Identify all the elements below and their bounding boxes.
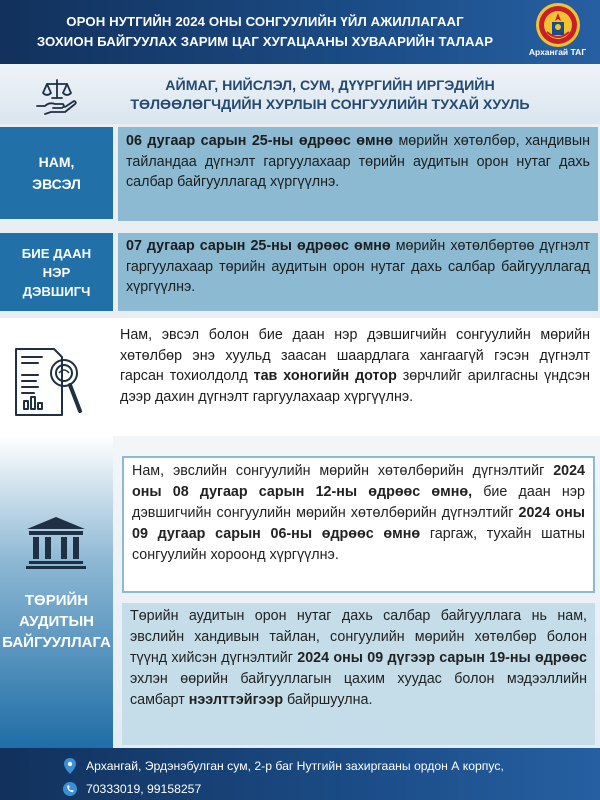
independent-label <box>0 233 113 311</box>
publish-text-1: Төрийн аудитын орон нутаг дахь салбар байгууллага нь нам, эвслийн хандивын тайлан, сонгуулийн мөрийн хөтөлбөр болон түүнд хийсэн дүгнэлтийг <box>130 608 587 666</box>
footer-address: Архангай, Эрдэнэбулган сум, 2-р баг Нутгийн захиргааны ордон А корпус, <box>86 759 504 773</box>
law-title-line1: АЙМАГ, НИЙСЛЭЛ, СУМ, ДҮҮРГИЙН ИРГЭДИЙН <box>165 78 495 94</box>
party-label-line2: ЭВСЭЛ <box>32 176 81 192</box>
independent-label-box <box>0 233 113 311</box>
publish-openly: нээлттэйгээр <box>188 692 284 708</box>
independent-label-line1: БИЕ ДААН <box>21 245 92 261</box>
phone-icon <box>63 781 77 797</box>
page-title-line2: ЗОХИОН БАЙГУУЛАХ ЗАРИМ ЦАГ ХУГАЦААНЫ ХУВААРИЙН ТАЛААР <box>36 34 494 49</box>
party-deadline-text: мөрийн хөтөлбөр, хандивын тайландаа дүгнэлт гаргуулахаар төрийн аудитын орон нутаг дахь салбар байгууллагад хүргүүлнэ. <box>126 133 591 190</box>
law-title-line2: ТӨЛӨӨЛӨГЧДИЙН ХУРЛЫН СОНГУУЛИЙН ТУХАЙ ХУУЛЬ <box>130 97 530 113</box>
party-label-box <box>0 127 113 219</box>
audit-document-icon <box>8 345 93 420</box>
publish-date: 2024 оны 09 дүгээр сарын 19-ны өдрөөс <box>297 650 588 666</box>
conclusion-party-date: 2024 оны 08 дугаар сарын 12-ны өдрөөс өмнө, <box>132 463 585 500</box>
law-title <box>100 77 560 115</box>
footer-phone: 70333019, 99158257 <box>86 782 202 796</box>
publish-box <box>122 603 595 745</box>
resubmit-text-after: зөрчлийг арилгасны үндсэн дээр дахин дүгнэлт гаргуулахаар хүргүүлнэ. <box>120 368 590 405</box>
independent-label-line2: НЭР <box>42 264 71 280</box>
page-title <box>20 12 510 52</box>
conclusion-text-1: Нам, эвслийн сонгуулийн мөрийн хөтөлбөрийн дүгнэлтийг <box>132 463 554 479</box>
audit-label-line2: АУДИТЫН <box>19 613 94 630</box>
audit-label <box>0 590 113 653</box>
emblem-icon <box>535 2 581 48</box>
party-deadline-box <box>118 127 598 221</box>
resubmit-text-before: Нам, эвсэл болон бие даан нэр дэвшигчийн сонгуулийн мөрийн хөтөлбөр энэ хуульд заасан шаардлага хангаагүй гэсэн дүгнэлт гарсан тохиолдолд <box>120 327 590 384</box>
publish-text-3: байршуулна. <box>283 692 373 708</box>
page-title-line1: ОРОН НУТГИЙН 2024 ОНЫ СОНГУУЛИЙН ҮЙЛ АЖИЛЛАГААГ <box>66 14 464 29</box>
audit-label-line3: БАЙГУУЛЛАГА <box>2 634 111 651</box>
location-pin-icon <box>63 758 77 774</box>
independent-deadline-date: 07 дугаар сарын 25-ны өдрөөс өмнө <box>126 238 391 254</box>
emblem-caption: Архангай ТАГ <box>528 47 587 57</box>
government-building-icon <box>25 515 87 570</box>
independent-label-line3: ДЭВШИГЧ <box>22 283 91 299</box>
party-deadline-date: 06 дугаар сарын 25-ны өдрөөс өмнө <box>126 133 393 149</box>
party-label-line1: НАМ, <box>38 154 75 170</box>
independent-deadline-box <box>118 233 598 311</box>
independent-deadline-text: мөрийн хөтөлбөртөө дүгнэлт гаргуулахаар төрийн аудитын орон нутаг дахь салбар байгууллагад хүргүүлнэ. <box>126 238 591 295</box>
scales-hand-icon <box>35 76 79 116</box>
resubmit-text <box>120 325 590 407</box>
conclusion-text-3: гаргаж, тухайн шатны сонгуулийн хороонд хүргүүлнэ. <box>132 526 585 563</box>
conclusion-independent-date: 2024 оны 09 дугаар сарын 06-ны өдрөөс өмнө <box>132 505 585 542</box>
audit-label-line1: ТӨРИЙН <box>24 592 89 609</box>
conclusion-text-2: бие даан нэр дэвшигчийн сонгуулийн мөрийн хөтөлбөрийн дүгнэлтийг <box>132 484 585 521</box>
party-label <box>0 127 113 219</box>
resubmit-text-bold: тав хоногийн дотор <box>253 368 397 384</box>
publish-text-2: эхлэн өөрийн байгууллагын цахим хуудас болон мэдээллийн самбарт <box>130 671 587 708</box>
conclusion-deadline-box <box>122 456 595 593</box>
